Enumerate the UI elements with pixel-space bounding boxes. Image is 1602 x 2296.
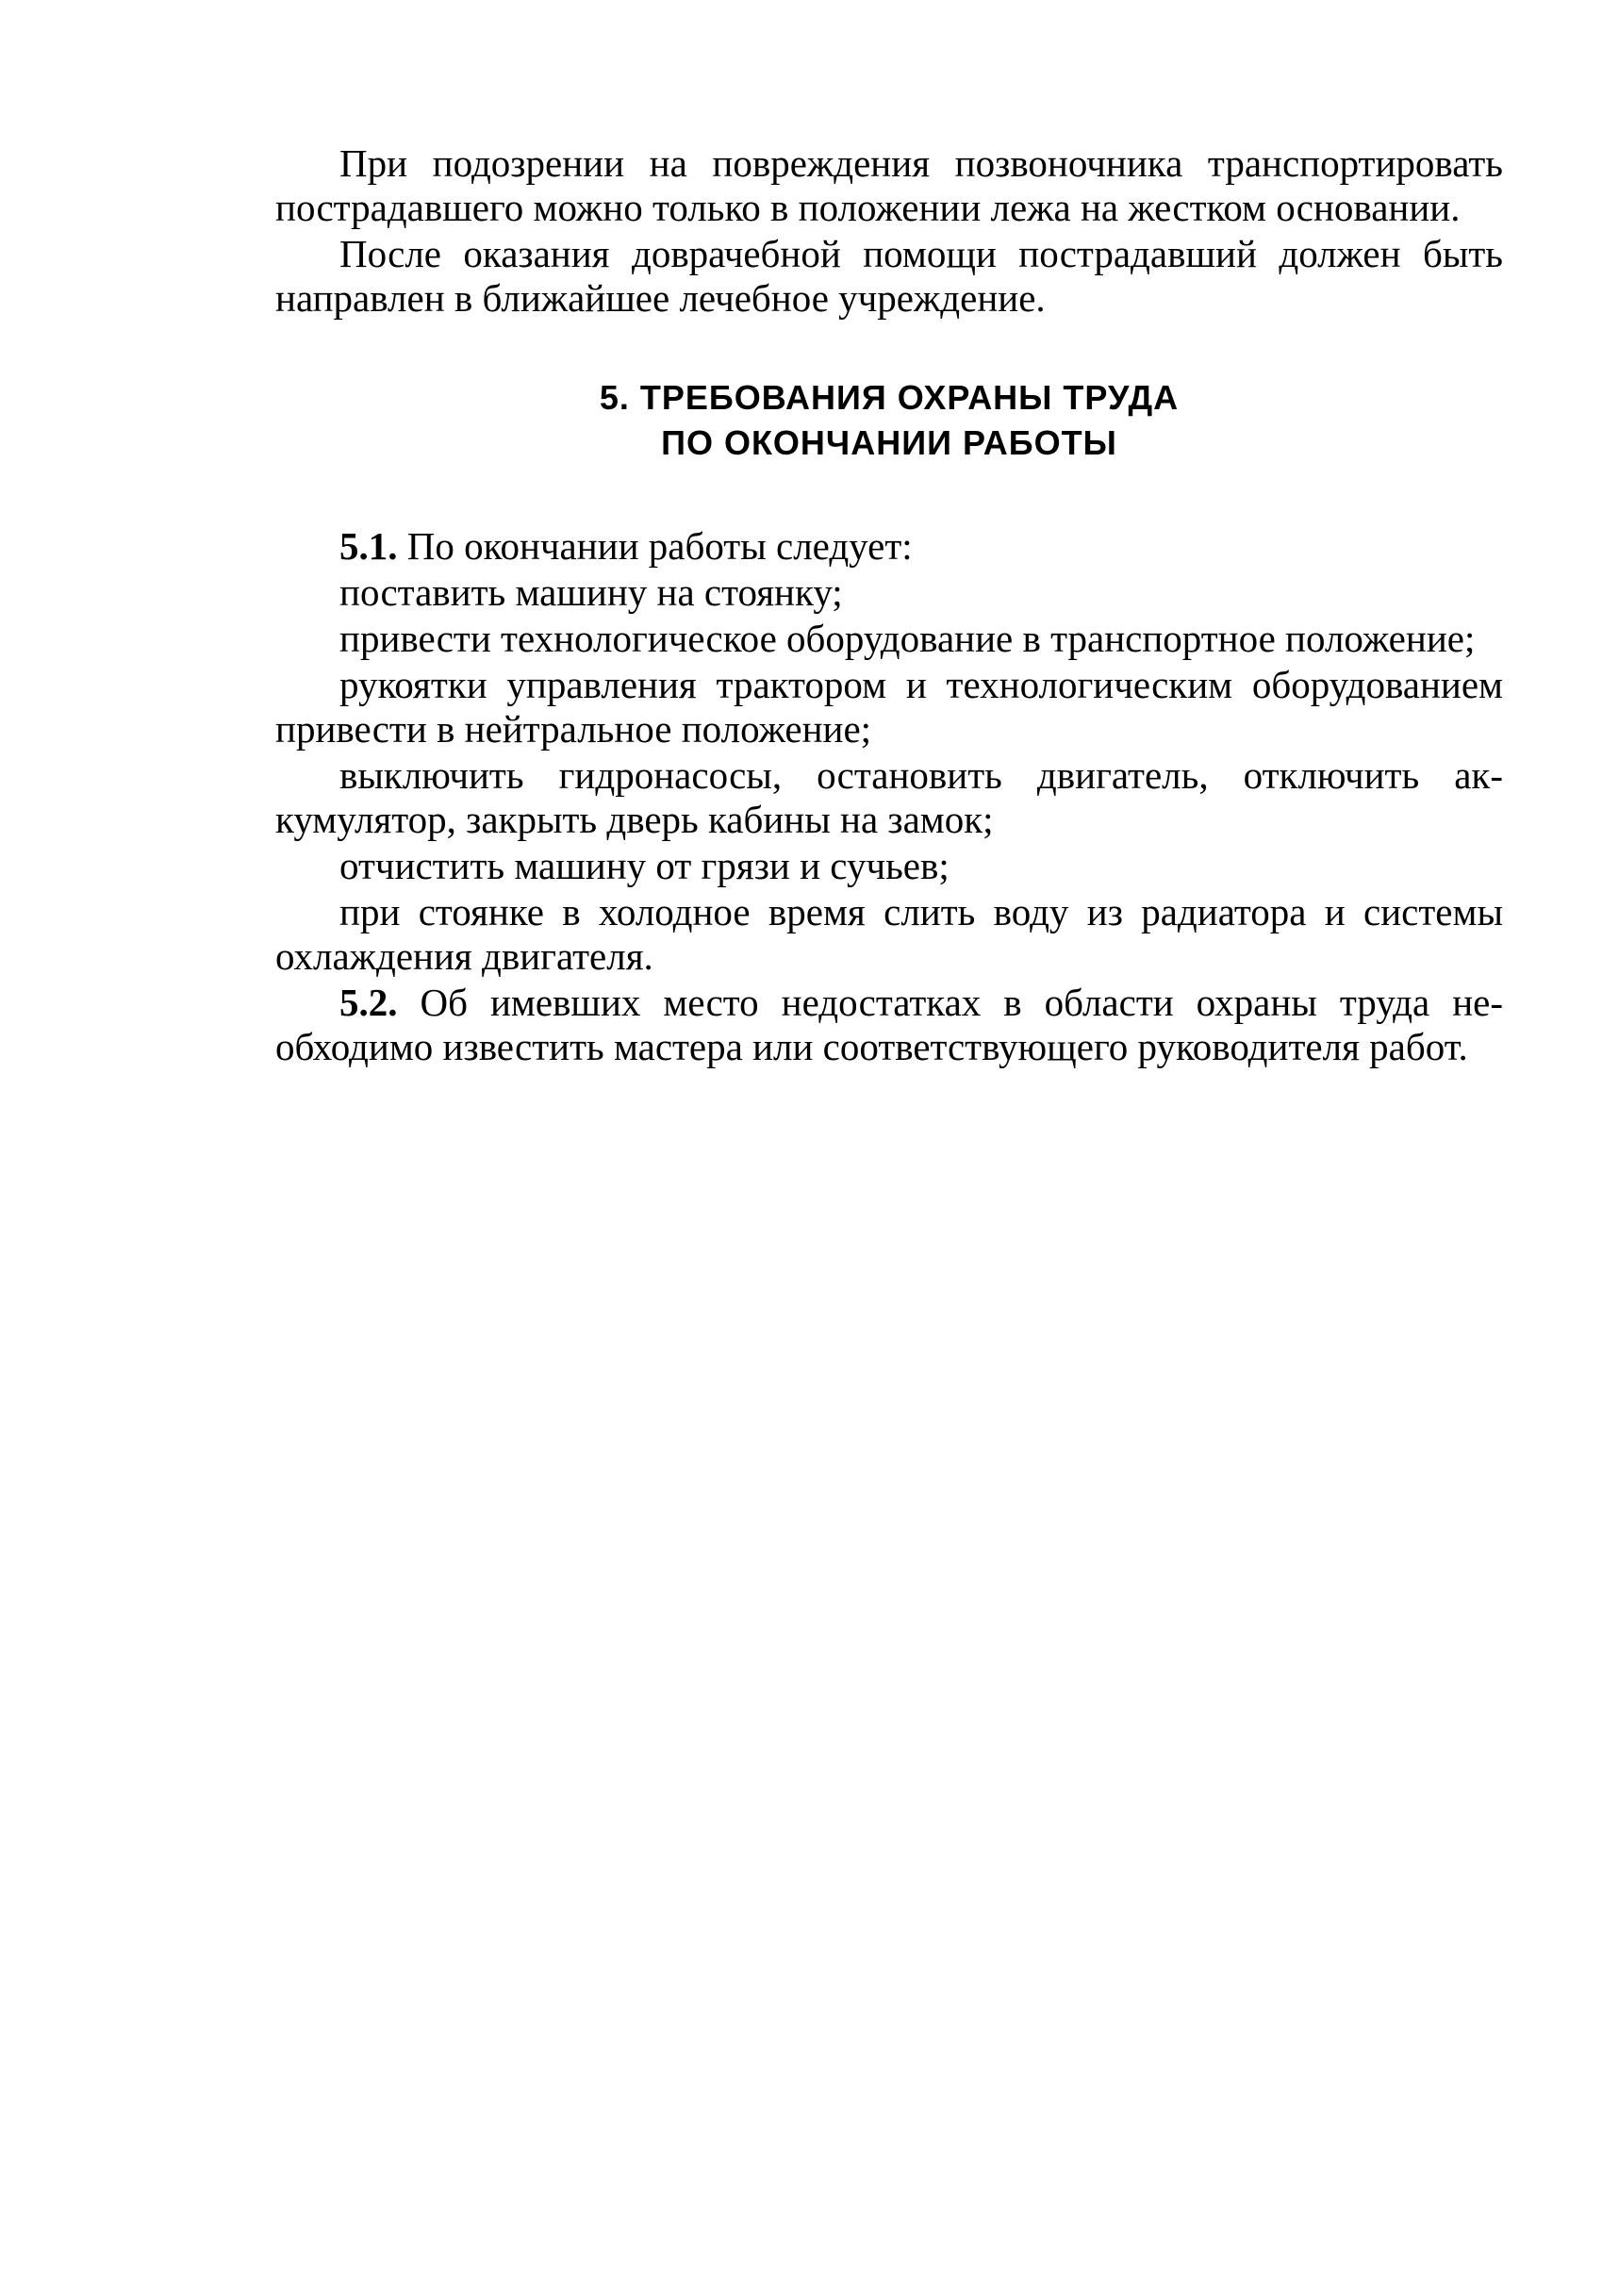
clause-5-1-item: поставить машину на стоянку; (339, 570, 843, 614)
clause-5-1-item: отчистить машину от грязи и сучьев; (339, 844, 950, 887)
clause-5-2 (275, 981, 1503, 1069)
clause-5-2-number: 5.2. (339, 981, 398, 1024)
clause-5-1-item: привести технологическое оборудование в транспортное положение; (339, 617, 1476, 660)
clause-5-1-item: рукоятки управления трактором и технологическим оборудованием привести в нейтральное положение; (275, 663, 1503, 751)
clause-5-1 (275, 524, 1503, 979)
section-heading-line-2: ПО ОКОНЧАНИИ РАБОТЫ (661, 423, 1117, 462)
clause-5-1-item: при стоянке в холодное время слить воду из радиатора и системы охлаждения двигателя. (275, 890, 1503, 978)
clause-5-1-text: По окончании работы следует: (397, 524, 913, 568)
clause-5-1-lead (275, 524, 1503, 569)
intro-paragraph-hospital: После оказания доврачебной помощи пострадавший должен быть направлен в ближайшее лечебное учреждение. (275, 232, 1503, 320)
intro-paragraph-spine: При подозрении на повреждения позвоночника транспортировать пострадавшего можно только в положении лежа на жестком основании. (275, 141, 1503, 229)
section-heading-line-1: 5. ТРЕБОВАНИЯ ОХРАНЫ ТРУДА (599, 378, 1180, 417)
clause-5-2-text: Об имевших место недостатках в области охраны труда необходимо известить мастера или соответствующего руководителя работ. (275, 981, 1503, 1068)
clause-5-1-number: 5.1. (339, 524, 398, 568)
section-heading (275, 375, 1503, 466)
document-page (275, 141, 1503, 1071)
clause-5-1-item: выключить гидронасосы, остановить двигатель, отключить аккумулятор, закрыть дверь кабины на замок; (275, 753, 1503, 841)
